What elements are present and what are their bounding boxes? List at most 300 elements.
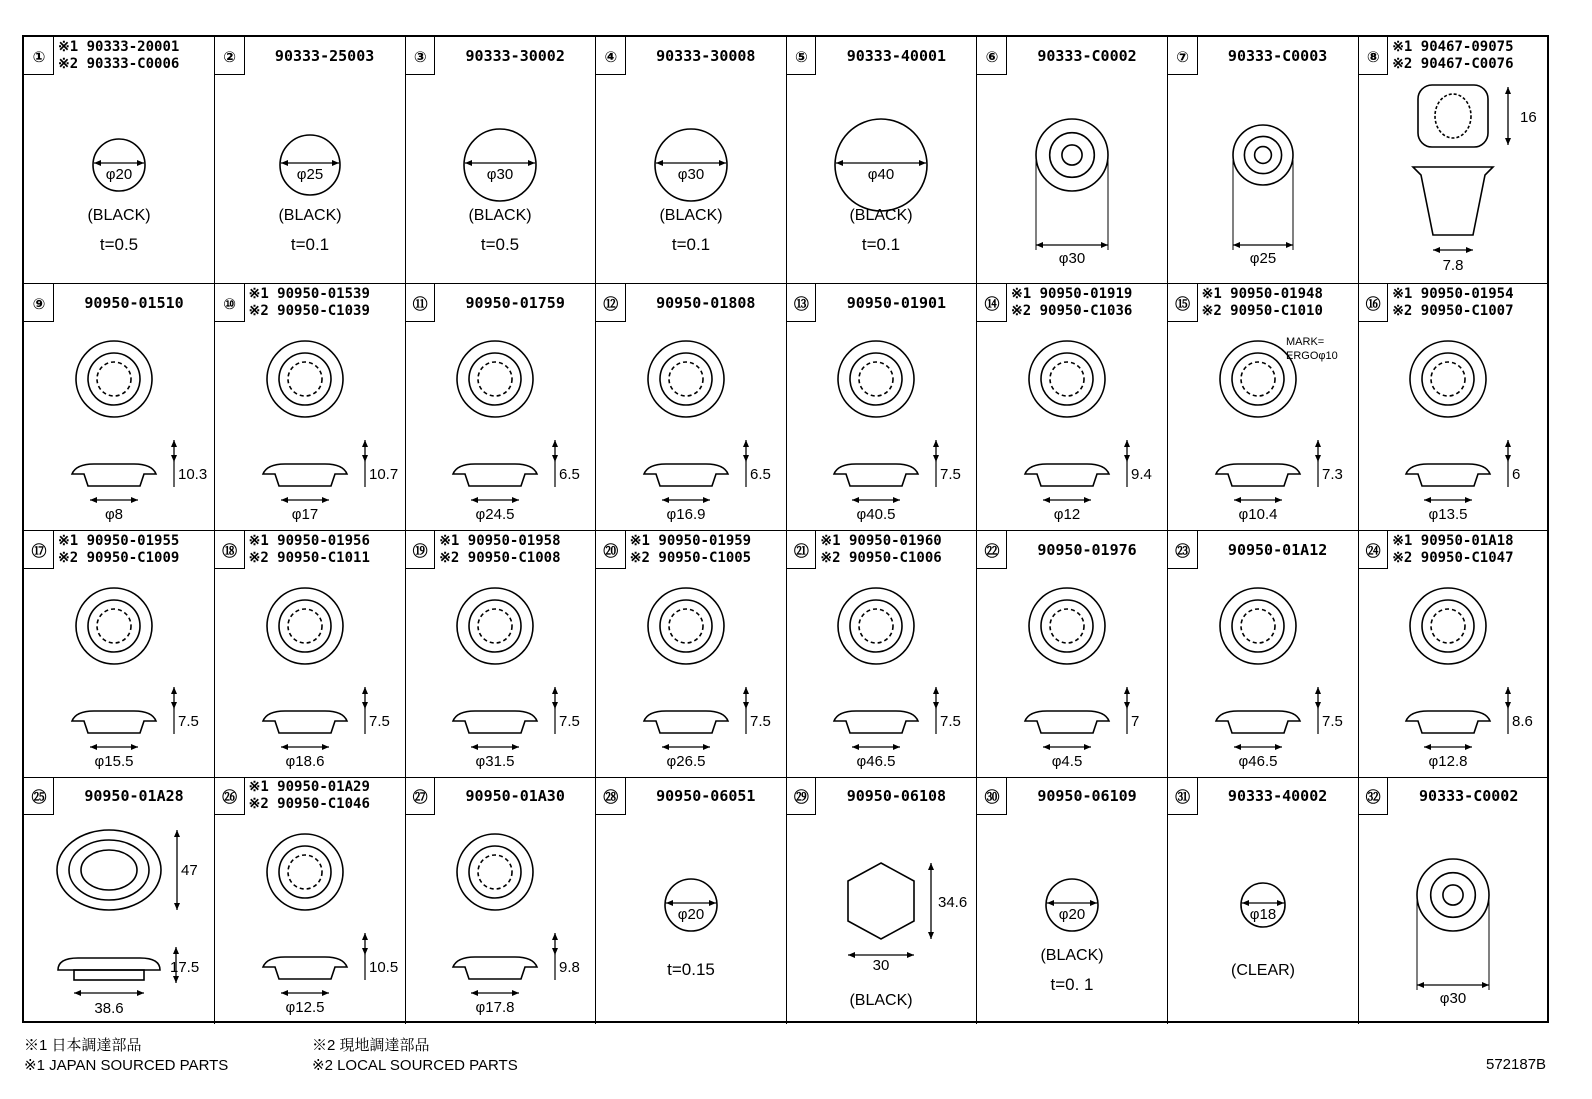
- width-label: φ24.5: [475, 505, 515, 523]
- part-drawing: [596, 75, 787, 284]
- part-drawing: [215, 75, 406, 284]
- diameter-label: φ25: [1249, 250, 1276, 267]
- height-label: 6.5: [559, 465, 581, 483]
- legend-mark1-en: ※1 JAPAN SOURCED PARTS: [24, 1057, 229, 1074]
- plug-side: [72, 711, 156, 733]
- plug-side: [1216, 711, 1300, 733]
- part-cell: [977, 531, 1168, 778]
- part-number-pair: [1392, 286, 1547, 320]
- japan-part-number: ※1 90950-01539: [248, 285, 370, 302]
- thickness-label: t=0.1: [671, 235, 710, 254]
- height-label: 7.5: [940, 712, 962, 730]
- part-cell: [596, 284, 787, 531]
- part-drawing: [405, 569, 596, 778]
- part-number: 90950-01976: [1037, 540, 1137, 559]
- part-cell: [24, 37, 215, 284]
- part-number: 90950-06051: [656, 787, 756, 806]
- part-cell: [977, 777, 1168, 1024]
- part-drawing: [1358, 322, 1549, 531]
- japan-part-number: ※1 90950-01955: [58, 532, 180, 549]
- part-index: ㉗: [412, 788, 428, 807]
- diameter-label: φ25: [296, 166, 323, 183]
- japan-part-number: ※1 90950-01948: [1201, 285, 1323, 302]
- grommet-base: [74, 970, 144, 980]
- plug-mid: [1232, 600, 1284, 652]
- part-number: 90950-01808: [656, 293, 756, 312]
- part-cell: [786, 37, 977, 284]
- width-label: φ26.5: [666, 752, 706, 770]
- plug-mid: [850, 353, 902, 405]
- part-index: ㉛: [1175, 788, 1191, 807]
- part-index: ㉘: [603, 788, 619, 807]
- width-label: φ46.5: [1238, 752, 1278, 770]
- plug-side: [263, 711, 347, 733]
- plug-mid: [1041, 353, 1093, 405]
- height-label: 16: [1520, 109, 1537, 126]
- part-index: ③: [413, 48, 427, 66]
- height-label: 8.6: [1512, 712, 1534, 730]
- plug-mid: [88, 353, 140, 405]
- legend-mark2-en: ※2 LOCAL SOURCED PARTS: [312, 1057, 518, 1074]
- ring-hole: [1062, 145, 1082, 165]
- width-label: φ12: [1053, 505, 1081, 523]
- color-label: (BLACK): [278, 207, 342, 224]
- part-number-pair: [249, 533, 403, 567]
- width-label: φ4.5: [1051, 752, 1083, 770]
- japan-part-number: ※1 90950-01956: [248, 532, 370, 549]
- part-number: 90950-01A12: [1227, 540, 1328, 559]
- part-number: 90950-01510: [84, 293, 184, 312]
- part-cell: [215, 531, 406, 778]
- plug-inner: [1431, 362, 1465, 396]
- part-drawing: [1168, 815, 1359, 1024]
- local-part-number: ※2 90950-C1036: [1011, 302, 1133, 319]
- part-number: 90333-C0002: [1419, 787, 1519, 806]
- part-drawing: [1168, 75, 1359, 284]
- japan-part-number: ※1 90467-09075: [1392, 39, 1514, 55]
- plug-mid: [660, 600, 712, 652]
- part-drawing: [977, 75, 1168, 284]
- japan-part-number: ※1 90950-01960: [820, 532, 942, 549]
- part-index: ⑱: [222, 541, 238, 560]
- part-cell: [215, 37, 406, 284]
- plug-mid: [1422, 600, 1474, 652]
- part-number-pair: [58, 39, 212, 73]
- part-drawing: [215, 815, 406, 1024]
- part-number-pair: [249, 779, 403, 813]
- part-index: ⑩: [223, 294, 236, 313]
- part-drawing: [786, 815, 977, 1024]
- japan-part-number: ※1 90950-01919: [1011, 285, 1133, 302]
- part-drawing: [1358, 75, 1549, 284]
- height-label: 34.6: [938, 894, 968, 912]
- part-drawing: [405, 322, 596, 531]
- part-cell: [977, 37, 1168, 284]
- diameter-label: φ20: [105, 166, 133, 183]
- height-label: 7.5: [178, 712, 199, 730]
- plug-inner: [478, 609, 512, 643]
- plug-mid: [279, 846, 331, 898]
- color-label: (BLACK): [849, 207, 913, 224]
- color-label: (BLACK): [659, 207, 723, 224]
- height-label: 7.3: [1321, 465, 1343, 483]
- part-cell: [977, 284, 1168, 531]
- part-number: 90333-C0003: [1227, 47, 1328, 65]
- part-cell: [405, 777, 596, 1024]
- part-index: ⑤: [795, 48, 808, 66]
- part-number-pair: [58, 533, 212, 567]
- thickness-label: t=0. 1: [1050, 975, 1094, 995]
- local-part-number: ※2 90950-C1009: [58, 549, 180, 566]
- part-index: ④: [604, 48, 618, 66]
- grommet-inner: [81, 850, 137, 890]
- part-number: 90950-01A30: [465, 787, 565, 806]
- thickness-label: t=0.15: [666, 960, 715, 980]
- part-drawing: [1358, 815, 1549, 1024]
- part-number-pair: [820, 533, 974, 567]
- part-drawing: [596, 815, 787, 1024]
- thickness-label: t=0.5: [99, 235, 139, 254]
- height-label: 9.4: [1131, 465, 1152, 483]
- part-drawing: [215, 322, 406, 531]
- part-cell: [786, 777, 977, 1024]
- local-part-number: ※2 90467-C0076: [1392, 56, 1514, 72]
- part-cell: [24, 777, 215, 1024]
- part-cell: [1168, 531, 1359, 778]
- local-part-number: ※2 90950-C1007: [1392, 302, 1514, 319]
- width-label: φ46.5: [856, 752, 896, 770]
- plug-side: [453, 957, 537, 979]
- part-cell: [1358, 777, 1549, 1024]
- part-index: ⑥: [985, 48, 999, 66]
- plug-mid: [279, 600, 331, 652]
- part-drawing: [977, 322, 1168, 531]
- part-index: ⑬: [793, 294, 809, 313]
- plug-inner: [288, 855, 322, 889]
- part-number: 90333-25003: [274, 47, 375, 65]
- plug-side: [1025, 711, 1109, 733]
- disc-outline: [835, 119, 927, 211]
- part-cell: [24, 284, 215, 531]
- mark-label: MARK=: [1285, 335, 1324, 348]
- part-number: 90950-01759: [465, 293, 565, 312]
- height-label: 6: [1512, 465, 1521, 483]
- part-drawing: [1168, 569, 1359, 778]
- japan-part-number: ※1 90950-01959: [629, 532, 752, 549]
- ring-middle: [1431, 873, 1476, 918]
- width-label: φ10.4: [1238, 505, 1278, 523]
- width-label: φ8: [104, 505, 124, 523]
- part-number: 90333-C0002: [1037, 47, 1137, 65]
- part-index: ㉓: [1175, 541, 1191, 560]
- part-cell: [405, 284, 596, 531]
- part-index: ⑲: [412, 541, 428, 560]
- part-drawing: [24, 75, 215, 284]
- part-drawing: [24, 322, 215, 531]
- grommet-side: [58, 958, 160, 970]
- part-cell: [786, 531, 977, 778]
- part-index: ⑨: [32, 294, 46, 313]
- part-cell: [215, 777, 406, 1024]
- diameter-label: φ30: [677, 166, 705, 183]
- local-part-number: ※2 90950-C1010: [1201, 302, 1323, 319]
- diameter-label: φ30: [486, 166, 514, 183]
- plug-mid: [469, 600, 521, 652]
- height-label: 10.7: [368, 465, 398, 483]
- plug-mid: [1422, 353, 1474, 405]
- diameter-label: φ30: [1058, 250, 1086, 267]
- plug-side: [834, 711, 918, 733]
- part-index: ㉜: [1365, 788, 1381, 807]
- part-cell: [1168, 37, 1359, 284]
- part-drawing: [24, 815, 215, 1024]
- japan-part-number: ※1 90950-01A29: [248, 779, 370, 796]
- plug-mid: [1232, 353, 1284, 405]
- diameter-label: φ40: [868, 166, 895, 183]
- part-cell: [596, 531, 787, 778]
- local-part-number: ※2 90950-C1046: [248, 796, 370, 813]
- width-label: φ12.8: [1428, 752, 1468, 770]
- plug-inner: [478, 855, 512, 889]
- ring-outer: [1036, 119, 1108, 191]
- part-number-pair: [630, 533, 784, 567]
- plug-inner: [478, 362, 512, 396]
- part-number: 90950-06108: [846, 787, 947, 806]
- part-number-pair: [249, 286, 403, 320]
- local-part-number: ※2 90950-C1008: [439, 549, 561, 566]
- local-part-number: ※2 90950-C1005: [629, 549, 752, 566]
- part-number: 90950-01A28: [84, 787, 184, 806]
- part-number-pair: [439, 533, 593, 567]
- part-index: ⑮: [1175, 294, 1191, 313]
- plug-inner: [97, 609, 131, 643]
- part-number-pair: [1202, 286, 1356, 320]
- plug-inner: [669, 609, 703, 643]
- japan-part-number: ※1 90950-01A18: [1392, 532, 1514, 549]
- part-index: ⑯: [1365, 294, 1381, 313]
- diameter-label: φ30: [1439, 990, 1467, 1008]
- diameter-label: φ20: [677, 906, 705, 924]
- part-number: 90333-30002: [465, 47, 565, 65]
- part-drawing: [1168, 322, 1359, 531]
- part-drawing: [1358, 569, 1549, 778]
- color-label: (CLEAR): [1230, 962, 1295, 980]
- part-cell: [24, 531, 215, 778]
- part-drawing: [786, 322, 977, 531]
- plug-inner: [1241, 362, 1275, 396]
- width-label: φ17.8: [475, 999, 515, 1017]
- clip-side: [1413, 167, 1493, 235]
- part-index: ⑳: [603, 541, 619, 560]
- part-cell: [596, 37, 787, 284]
- plug-mid: [1041, 600, 1093, 652]
- height2-label: 17.5: [170, 959, 200, 977]
- part-index: ⑰: [31, 541, 47, 560]
- part-cell: [1358, 37, 1549, 284]
- height-label: 7.5: [940, 465, 962, 483]
- plug-side: [72, 464, 156, 486]
- plug-mid: [850, 600, 902, 652]
- plug-inner: [1241, 609, 1275, 643]
- width-label: φ31.5: [475, 752, 515, 770]
- width-label: φ12.5: [285, 999, 325, 1017]
- part-number: 90950-01901: [846, 293, 947, 312]
- ring-middle: [1244, 136, 1281, 173]
- part-cell: [405, 531, 596, 778]
- diameter-label: φ18: [1249, 906, 1276, 924]
- part-cell: [405, 37, 596, 284]
- plug-inner: [859, 609, 893, 643]
- height-label: 10.5: [368, 959, 398, 977]
- color-label: (BLACK): [468, 207, 532, 224]
- ring-outer: [1417, 859, 1489, 931]
- plug-side: [1406, 711, 1490, 733]
- plug-side: [263, 464, 347, 486]
- plug-side: [644, 711, 728, 733]
- plug-side: [1216, 464, 1300, 486]
- part-drawing: [786, 75, 977, 284]
- part-cell: [1358, 531, 1549, 778]
- grommet-outer: [57, 830, 161, 910]
- part-cell: [1358, 284, 1549, 531]
- plug-side: [263, 957, 347, 979]
- height-label: 7.5: [559, 712, 581, 730]
- part-index: ㉕: [31, 788, 47, 807]
- plug-side: [1025, 464, 1109, 486]
- clip-hole: [1435, 94, 1471, 138]
- part-number: 90333-30008: [656, 47, 756, 65]
- plug-inner: [859, 362, 893, 396]
- part-index: ㉚: [984, 788, 1000, 807]
- width-label: φ16.9: [666, 505, 706, 523]
- part-drawing: [786, 569, 977, 778]
- part-index: ⑭: [984, 294, 1000, 313]
- part-index: ㉑: [793, 541, 809, 560]
- part-drawing: [405, 815, 596, 1024]
- plug-mid: [469, 846, 521, 898]
- part-index: ⑪: [412, 294, 428, 313]
- width-label: φ15.5: [94, 752, 134, 770]
- color-label: (BLACK): [849, 992, 913, 1010]
- plug-inner: [1050, 609, 1084, 643]
- width-label: φ13.5: [1428, 505, 1468, 523]
- thickness-label: t=0.1: [862, 235, 901, 254]
- local-part-number: ※2 90950-C1047: [1392, 549, 1514, 566]
- part-drawing: [24, 569, 215, 778]
- part-number-pair: [1011, 286, 1165, 320]
- plug-side: [453, 711, 537, 733]
- parts-grid: [22, 35, 1549, 1023]
- part-cell: [596, 777, 787, 1024]
- plug-inner: [669, 362, 703, 396]
- part-index: ㉖: [222, 788, 238, 807]
- japan-part-number: ※1 90950-01958: [439, 532, 561, 549]
- part-cell: [215, 284, 406, 531]
- part-drawing: [596, 569, 787, 778]
- part-index: ㉔: [1365, 541, 1381, 560]
- ring-outer: [1233, 125, 1293, 185]
- height-label: 6.5: [749, 465, 771, 483]
- japan-part-number: ※1 90950-01954: [1392, 285, 1514, 302]
- part-number: 90333-40001: [846, 47, 947, 65]
- part-number: 90950-06109: [1037, 787, 1137, 806]
- plug-side: [1406, 464, 1490, 486]
- local-part-number: ※2 90950-C1011: [248, 549, 370, 566]
- thickness-label: t=0.1: [290, 235, 329, 254]
- disc-outline: [655, 129, 727, 201]
- ring-hole: [1443, 885, 1463, 905]
- local-part-number: ※2 90950-C1039: [248, 302, 370, 319]
- part-drawing: [977, 815, 1168, 1024]
- hex-plate: [848, 863, 914, 939]
- ring-hole: [1254, 147, 1271, 164]
- width-label: 7.8: [1442, 257, 1464, 274]
- part-cell: [786, 284, 977, 531]
- width-label: φ17: [291, 505, 318, 523]
- part-cell: [1168, 284, 1359, 531]
- part-drawing: [405, 75, 596, 284]
- part-cell: [1168, 777, 1359, 1024]
- plug-mid: [469, 353, 521, 405]
- plug-side: [834, 464, 918, 486]
- plug-mid: [660, 353, 712, 405]
- width-label: φ18.6: [285, 752, 325, 770]
- diameter-label: φ20: [1058, 906, 1086, 924]
- part-index: ㉒: [984, 541, 1000, 560]
- part-number-pair: [1392, 39, 1547, 73]
- part-drawing: [977, 569, 1168, 778]
- disc-outline: [464, 129, 536, 201]
- height-label: 7.5: [749, 712, 771, 730]
- part-index: ①: [32, 48, 46, 66]
- width-label: 38.6: [94, 1000, 124, 1018]
- height-label: 47: [181, 862, 198, 880]
- ring-middle: [1050, 133, 1095, 178]
- plug-inner: [1431, 609, 1465, 643]
- part-index: ㉙: [793, 788, 809, 807]
- part-number: 90333-40002: [1227, 787, 1328, 806]
- plug-inner: [1050, 362, 1084, 396]
- part-number-pair: [1392, 533, 1547, 567]
- plug-mid: [88, 600, 140, 652]
- mark-label: ERGOφ10: [1285, 349, 1338, 362]
- height-label: 7.5: [368, 712, 390, 730]
- plug-side: [644, 464, 728, 486]
- color-label: (BLACK): [87, 207, 151, 224]
- plug-side: [453, 464, 537, 486]
- part-drawing: [215, 569, 406, 778]
- japan-part-number: ※1 90333-20001: [58, 39, 180, 55]
- color-label: (BLACK): [1040, 947, 1104, 965]
- width-label: 30: [873, 957, 890, 975]
- part-index: ⑧: [1366, 48, 1380, 66]
- plug-mid: [279, 353, 331, 405]
- figure-id: 572187B: [1486, 1056, 1547, 1073]
- disc-outline: [280, 135, 340, 195]
- local-part-number: ※2 90950-C1006: [820, 549, 942, 566]
- plug-inner: [288, 609, 322, 643]
- part-index: ⑦: [1176, 48, 1189, 66]
- part-drawing: [596, 322, 787, 531]
- part-index: ②: [223, 48, 236, 66]
- height-label: 7.5: [1321, 712, 1343, 730]
- plug-inner: [288, 362, 322, 396]
- height-label: 9.8: [559, 959, 581, 977]
- width-label: φ40.5: [856, 505, 896, 523]
- legend-mark1-jp: ※1 日本調達部品: [24, 1037, 142, 1054]
- plug-inner: [97, 362, 131, 396]
- part-index: ⑫: [603, 294, 619, 313]
